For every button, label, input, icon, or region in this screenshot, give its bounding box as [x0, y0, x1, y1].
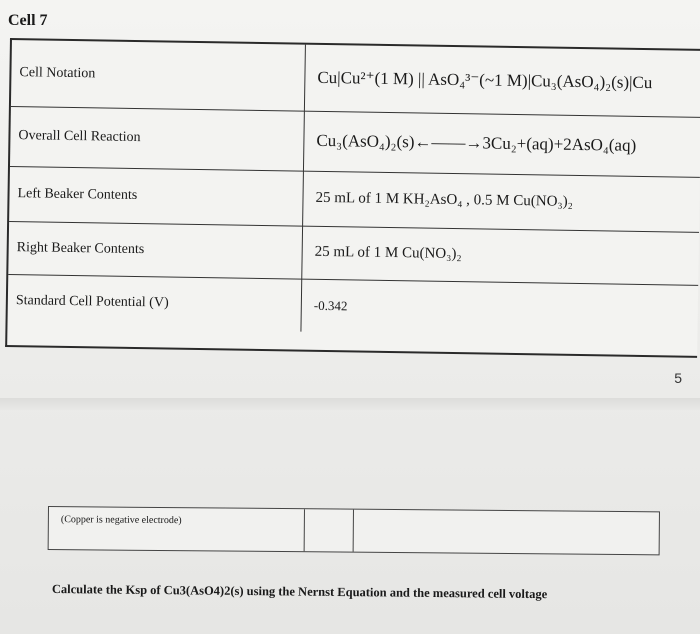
instruction-text: Calculate the Ksp of Cu3(AsO4)2(s) using the Nernst Equation and the measured cell voltage [51, 582, 548, 602]
table-row [11, 40, 700, 118]
page-divider [0, 398, 700, 410]
cell-data-table [5, 38, 700, 358]
answer-note: (Copper is negative electrode) [49, 507, 305, 551]
answer-box [48, 506, 660, 555]
row-label-right-beaker: Right Beaker Contents [8, 221, 303, 279]
row-label-cell-notation: Cell Notation [11, 40, 306, 111]
row-label-left-beaker: Left Beaker Contents [9, 166, 304, 226]
row-value-left-beaker: 25 mL of 1 M KH₂AsO₄ , 0.5 M Cu(NO₃)₂ [315, 189, 574, 210]
row-label-standard-potential: Standard Cell Potential (V) [7, 274, 302, 332]
row-value-overall-reaction: Cu₃(AsO₄)₂(s)←——→3Cu₂+(aq)+2AsO₄(aq) [316, 130, 637, 155]
row-value-cell-notation: Cu|Cu²⁺(1 M) || AsO₄³⁻(~1 M)|Cu₃(AsO₄)₂(s)|Cu [317, 67, 653, 93]
cell-title: Cell 7 [8, 12, 48, 29]
answer-cell-blank[interactable] [305, 509, 354, 551]
row-label-overall-reaction: Overall Cell Reaction [10, 106, 305, 171]
row-value-standard-potential: -0.342 [313, 297, 348, 313]
table-row [7, 274, 698, 338]
page-number: 5 [674, 370, 682, 386]
row-value-right-beaker: 25 mL of 1 M Cu(NO₃)₂ [314, 243, 462, 263]
